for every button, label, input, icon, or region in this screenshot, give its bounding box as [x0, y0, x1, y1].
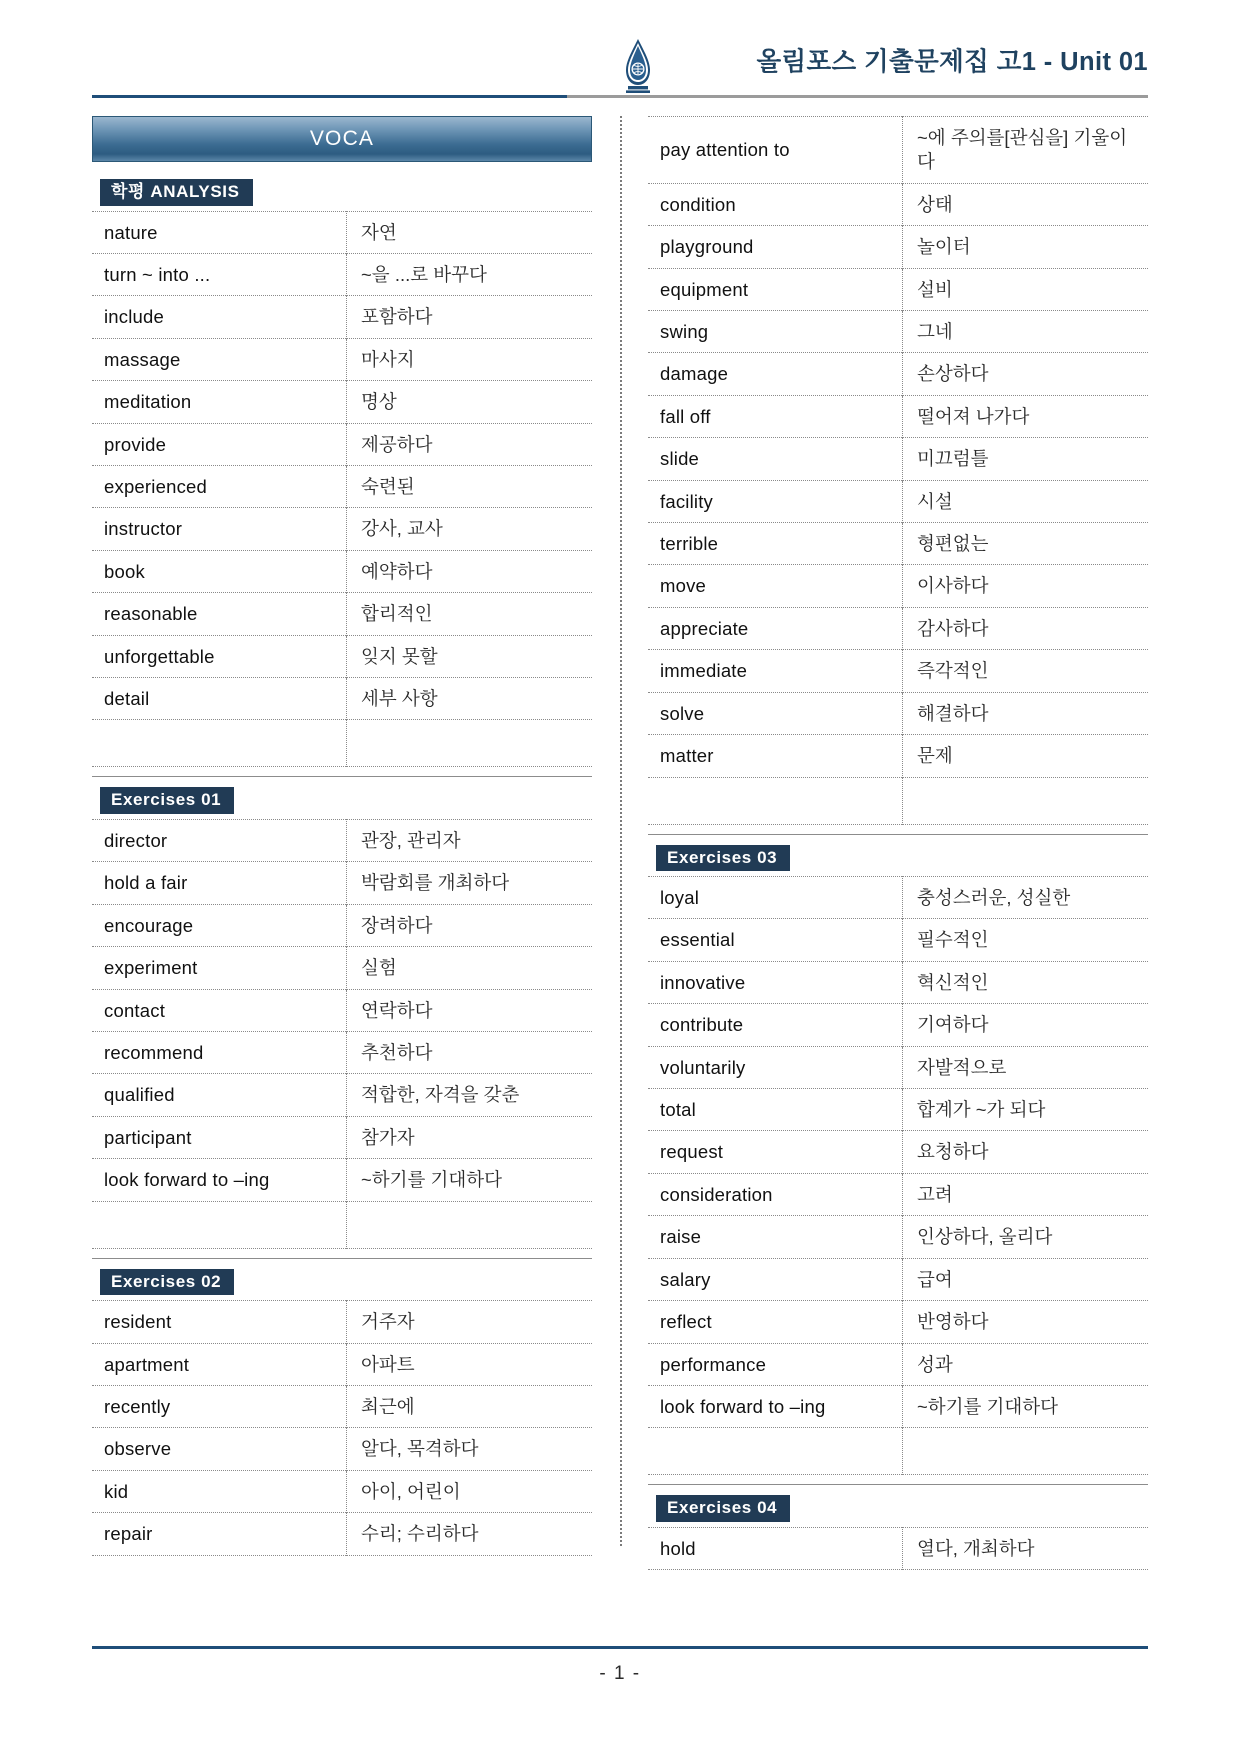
- vocab-term-en: encourage: [104, 914, 194, 936]
- page-title: 올림포스 기출문제집 고1 - Unit 01: [756, 48, 1148, 76]
- vocab-term-en: book: [104, 560, 145, 582]
- vocab-section: [648, 116, 1148, 825]
- vocab-meaning-ko: 박람회를 개최하다: [347, 862, 593, 904]
- vocab-meaning-ko: ~하기를 기대하다: [347, 1159, 593, 1201]
- vocab-row: [648, 438, 1148, 480]
- fountain-pen-nib-icon: [616, 38, 660, 94]
- vocab-row: [92, 1428, 592, 1470]
- vocab-term-en: resident: [104, 1311, 172, 1333]
- vocab-meaning-ko: 반영하다: [903, 1301, 1149, 1343]
- section-divider: [648, 1484, 1148, 1485]
- vocab-meaning-ko: 참가자: [347, 1116, 593, 1158]
- vocab-meaning-ko: 이사하다: [903, 565, 1149, 607]
- vocab-term-en: slide: [660, 448, 700, 470]
- vocab-term-en: recently: [104, 1395, 171, 1417]
- section-badge: Exercises 04: [656, 1495, 790, 1522]
- vocab-row: [92, 1470, 592, 1512]
- vocab-row: [648, 1527, 1148, 1569]
- vocab-meaning-ko: 설비: [903, 268, 1149, 310]
- vocab-term-en: innovative: [660, 971, 746, 993]
- vocab-meaning-ko: 관장, 관리자: [347, 819, 593, 861]
- vocab-term-en: contribute: [660, 1014, 744, 1036]
- section-badge-wrap: [648, 845, 1148, 877]
- section-divider: [92, 1258, 592, 1259]
- section-divider: [92, 776, 592, 777]
- vocab-row: [648, 1385, 1148, 1427]
- vocab-row: [648, 607, 1148, 649]
- section-badge-wrap: [92, 1269, 592, 1301]
- vocab-row: [648, 480, 1148, 522]
- vocab-row: [92, 1074, 592, 1116]
- vocab-meaning-ko: 충성스러운, 성실한: [903, 877, 1149, 919]
- vocab-meaning-ko: 장려하다: [347, 904, 593, 946]
- vocab-meaning-ko: ~을 ...로 바꾸다: [347, 253, 593, 295]
- vocab-table: [648, 876, 1148, 1475]
- vocab-row: [92, 819, 592, 861]
- vocab-row: [648, 919, 1148, 961]
- vocab-term-en: total: [660, 1099, 696, 1121]
- footer-divider: [92, 1646, 1148, 1649]
- vocab-meaning-ko: 상태: [903, 183, 1149, 225]
- vocab-row: [648, 961, 1148, 1003]
- vocab-meaning-ko: 연락하다: [347, 989, 593, 1031]
- vocab-row: [92, 1301, 592, 1343]
- page-header: [0, 36, 1240, 98]
- vocab-section: [648, 834, 1148, 1476]
- vocab-term-en: salary: [660, 1268, 711, 1290]
- vocab-row: [648, 1258, 1148, 1300]
- header-divider: [92, 95, 1148, 98]
- vocab-row: [92, 211, 592, 253]
- vocab-row: [92, 1343, 592, 1385]
- vocab-row: [92, 550, 592, 592]
- vocab-meaning-ko: 포함하다: [347, 296, 593, 338]
- vocab-term-en: damage: [660, 363, 729, 385]
- vocab-meaning-ko: 실험: [347, 947, 593, 989]
- vocab-row: [92, 253, 592, 295]
- vocab-row: [92, 678, 592, 720]
- vocab-row: [92, 381, 592, 423]
- vocab-row: [648, 692, 1148, 734]
- vocab-meaning-ko: 즉각적인: [903, 650, 1149, 692]
- vocab-row: [92, 593, 592, 635]
- vocab-meaning-ko: 거주자: [347, 1301, 593, 1343]
- vocab-row: [92, 1385, 592, 1427]
- vocab-row: [92, 1513, 592, 1555]
- vocab-row: [648, 1301, 1148, 1343]
- vocab-meaning-ko: 떨어져 나가다: [903, 395, 1149, 437]
- vocab-row: [648, 1343, 1148, 1385]
- vocab-meaning-ko: 명상: [347, 381, 593, 423]
- section-badge: Exercises 03: [656, 845, 790, 872]
- vocab-term-en: look forward to –ing: [660, 1395, 826, 1417]
- vocab-row-spacer: [648, 777, 1148, 824]
- vocab-meaning-ko: 수리; 수리하다: [347, 1513, 593, 1555]
- vocab-table: [648, 116, 1148, 825]
- vocab-row-spacer: [92, 1201, 592, 1248]
- vocab-term-en: recommend: [104, 1042, 204, 1063]
- vocab-meaning-ko: 손상하다: [903, 353, 1149, 395]
- vocab-row: [92, 465, 592, 507]
- vocab-row: [648, 226, 1148, 268]
- vocab-term-en: nature: [104, 221, 158, 243]
- vocab-term-en: matter: [660, 745, 714, 767]
- vocab-meaning-ko: 열다, 개최하다: [903, 1527, 1149, 1569]
- vocab-meaning-ko: 아이, 어린이: [347, 1470, 593, 1512]
- vocab-term-en: pay attention to: [660, 139, 790, 161]
- vocab-term-en: turn ~ into ...: [104, 263, 211, 285]
- vocab-row: [648, 1089, 1148, 1131]
- vocab-meaning-ko: 고려: [903, 1173, 1149, 1215]
- vocab-section: [648, 1484, 1148, 1570]
- vocab-meaning-ko: 예약하다: [347, 550, 593, 592]
- vocab-meaning-ko: 해결하다: [903, 692, 1149, 734]
- column-divider: [620, 116, 622, 1546]
- vocab-table: [648, 1527, 1148, 1570]
- voca-banner: [92, 116, 592, 162]
- vocab-row: [92, 635, 592, 677]
- vocab-table: [92, 211, 592, 768]
- vocab-meaning-ko: 세부 사항: [347, 678, 593, 720]
- vocab-row: [92, 989, 592, 1031]
- section-badge-wrap: [92, 179, 592, 211]
- vocab-table: [92, 1300, 592, 1555]
- vocab-term-en: equipment: [660, 278, 749, 300]
- vocab-term-en: apartment: [104, 1353, 190, 1375]
- vocab-row: [648, 1131, 1148, 1173]
- vocab-meaning-ko: 급여: [903, 1258, 1149, 1300]
- vocab-row-spacer: [648, 1428, 1148, 1475]
- vocab-meaning-ko: 자발적으로: [903, 1046, 1149, 1088]
- vocab-meaning-ko: [347, 720, 593, 767]
- vocab-table: [92, 819, 592, 1249]
- vocab-term-en: qualified: [104, 1084, 175, 1106]
- vocab-term-en: participant: [104, 1126, 192, 1148]
- header-inner: [92, 36, 1148, 98]
- vocab-row: [92, 904, 592, 946]
- vocab-meaning-ko: 마사지: [347, 338, 593, 380]
- vocab-section: [92, 1258, 592, 1556]
- vocab-row: [92, 423, 592, 465]
- vocab-term-en: fall off: [660, 405, 711, 427]
- vocab-meaning-ko: 요청하다: [903, 1131, 1149, 1173]
- vocab-meaning-ko: [347, 1201, 593, 1248]
- vocab-row: [92, 1159, 592, 1201]
- vocab-term-en: loyal: [660, 887, 700, 909]
- vocab-meaning-ko: 알다, 목격하다: [347, 1428, 593, 1470]
- vocab-term-en: [648, 777, 903, 824]
- vocab-term-en: contact: [104, 999, 166, 1021]
- vocab-meaning-ko: 추천하다: [347, 1032, 593, 1074]
- vocab-row: [648, 735, 1148, 777]
- vocab-meaning-ko: 아파트: [347, 1343, 593, 1385]
- vocab-term-en: move: [660, 575, 707, 597]
- page-footer: [92, 1646, 1148, 1694]
- vocab-meaning-ko: 합리적인: [347, 593, 593, 635]
- section-badge: 학평 ANALYSIS: [100, 179, 253, 206]
- vocab-meaning-ko: 성과: [903, 1343, 1149, 1385]
- vocab-row: [92, 1116, 592, 1158]
- vocab-meaning-ko: 강사, 교사: [347, 508, 593, 550]
- vocab-meaning-ko: 적합한, 자격을 갖춘: [347, 1074, 593, 1116]
- content-columns: [92, 116, 1148, 1632]
- vocab-meaning-ko: ~에 주의를[관심을] 기울이다: [903, 117, 1149, 184]
- vocab-term-en: solve: [660, 702, 705, 724]
- vocab-term-en: kid: [104, 1480, 129, 1502]
- vocab-row: [648, 1004, 1148, 1046]
- vocab-row: [648, 877, 1148, 919]
- vocab-term-en: reflect: [660, 1311, 712, 1333]
- vocab-term-en: appreciate: [660, 617, 749, 639]
- vocab-term-en: essential: [660, 929, 735, 951]
- vocab-meaning-ko: 형편없는: [903, 523, 1149, 565]
- vocab-row: [648, 395, 1148, 437]
- vocab-term-en: include: [104, 306, 165, 328]
- vocab-term-en: condition: [660, 193, 736, 215]
- vocab-term-en: playground: [660, 236, 754, 258]
- voca-banner-label: VOCA: [309, 127, 375, 150]
- vocab-row: [648, 565, 1148, 607]
- vocab-row: [648, 268, 1148, 310]
- vocab-term-en: immediate: [660, 660, 748, 682]
- vocab-term-en: voluntarily: [660, 1056, 746, 1078]
- vocab-row: [648, 311, 1148, 353]
- vocab-row: [92, 862, 592, 904]
- vocab-term-en: performance: [660, 1353, 767, 1375]
- vocab-meaning-ko: 감사하다: [903, 607, 1149, 649]
- vocab-term-en: observe: [104, 1438, 172, 1460]
- vocab-meaning-ko: [903, 1428, 1149, 1475]
- vocab-term-en: instructor: [104, 518, 183, 540]
- vocab-section: [92, 179, 592, 767]
- vocab-meaning-ko: 제공하다: [347, 423, 593, 465]
- vocab-meaning-ko: [903, 777, 1149, 824]
- vocab-term-en: provide: [104, 433, 167, 455]
- vocab-row: [92, 1032, 592, 1074]
- vocab-row: [92, 296, 592, 338]
- vocab-row: [648, 353, 1148, 395]
- vocab-row: [92, 338, 592, 380]
- section-badge: Exercises 01: [100, 787, 234, 814]
- vocab-row-spacer: [92, 720, 592, 767]
- vocab-meaning-ko: 필수적인: [903, 919, 1149, 961]
- vocab-row: [648, 1216, 1148, 1258]
- vocab-row: [92, 508, 592, 550]
- vocab-term-en: request: [660, 1141, 724, 1163]
- vocab-term-en: terrible: [660, 533, 719, 555]
- right-column: [648, 116, 1148, 1632]
- vocab-row: [648, 183, 1148, 225]
- vocab-term-en: meditation: [104, 391, 192, 413]
- page-number: - 1 -: [599, 1663, 641, 1684]
- vocab-row: [648, 1173, 1148, 1215]
- vocab-meaning-ko: 시설: [903, 480, 1149, 522]
- vocab-term-en: look forward to –ing: [104, 1169, 270, 1191]
- vocab-meaning-ko: 기여하다: [903, 1004, 1149, 1046]
- vocab-term-en: raise: [660, 1226, 702, 1248]
- vocab-term-en: hold a fair: [104, 872, 188, 894]
- section-divider: [648, 834, 1148, 835]
- vocab-term-en: repair: [104, 1523, 153, 1545]
- right-column-sections: [648, 116, 1148, 1570]
- vocab-meaning-ko: 숙련된: [347, 465, 593, 507]
- vocab-row: [92, 947, 592, 989]
- vocab-term-en: experiment: [104, 957, 198, 979]
- vocab-term-en: detail: [104, 688, 150, 710]
- vocab-row: [648, 1046, 1148, 1088]
- vocab-meaning-ko: 합계가 ~가 되다: [903, 1089, 1149, 1131]
- vocab-term-en: swing: [660, 321, 709, 343]
- vocab-term-en: massage: [104, 348, 181, 370]
- vocab-meaning-ko: 그네: [903, 311, 1149, 353]
- vocab-meaning-ko: 놀이터: [903, 226, 1149, 268]
- vocab-term-en: consideration: [660, 1183, 773, 1205]
- vocab-section: [92, 776, 592, 1248]
- vocab-term-en: [648, 1428, 903, 1475]
- vocab-meaning-ko: 미끄럼틀: [903, 438, 1149, 480]
- vocab-meaning-ko: 혁신적인: [903, 961, 1149, 1003]
- vocab-term-en: facility: [660, 490, 713, 512]
- vocab-term-en: [92, 1201, 347, 1248]
- vocab-meaning-ko: 최근에: [347, 1385, 593, 1427]
- vocab-meaning-ko: ~하기를 기대하다: [903, 1385, 1149, 1427]
- vocab-term-en: unforgettable: [104, 645, 215, 667]
- vocab-row: [648, 650, 1148, 692]
- section-badge-wrap: [648, 1495, 1148, 1527]
- vocab-term-en: director: [104, 829, 168, 851]
- vocab-row: [648, 117, 1148, 184]
- vocab-term-en: experienced: [104, 475, 207, 497]
- vocab-term-en: hold: [660, 1537, 696, 1559]
- section-badge-wrap: [92, 787, 592, 819]
- left-column-sections: [92, 179, 592, 1556]
- vocab-term-en: [92, 720, 347, 767]
- section-badge: Exercises 02: [100, 1269, 234, 1296]
- vocab-term-en: reasonable: [104, 603, 198, 625]
- vocab-meaning-ko: 자연: [347, 211, 593, 253]
- vocab-row: [648, 523, 1148, 565]
- vocab-meaning-ko: 문제: [903, 735, 1149, 777]
- left-column: [92, 116, 592, 1632]
- vocab-meaning-ko: 잊지 못할: [347, 635, 593, 677]
- vocab-meaning-ko: 인상하다, 올리다: [903, 1216, 1149, 1258]
